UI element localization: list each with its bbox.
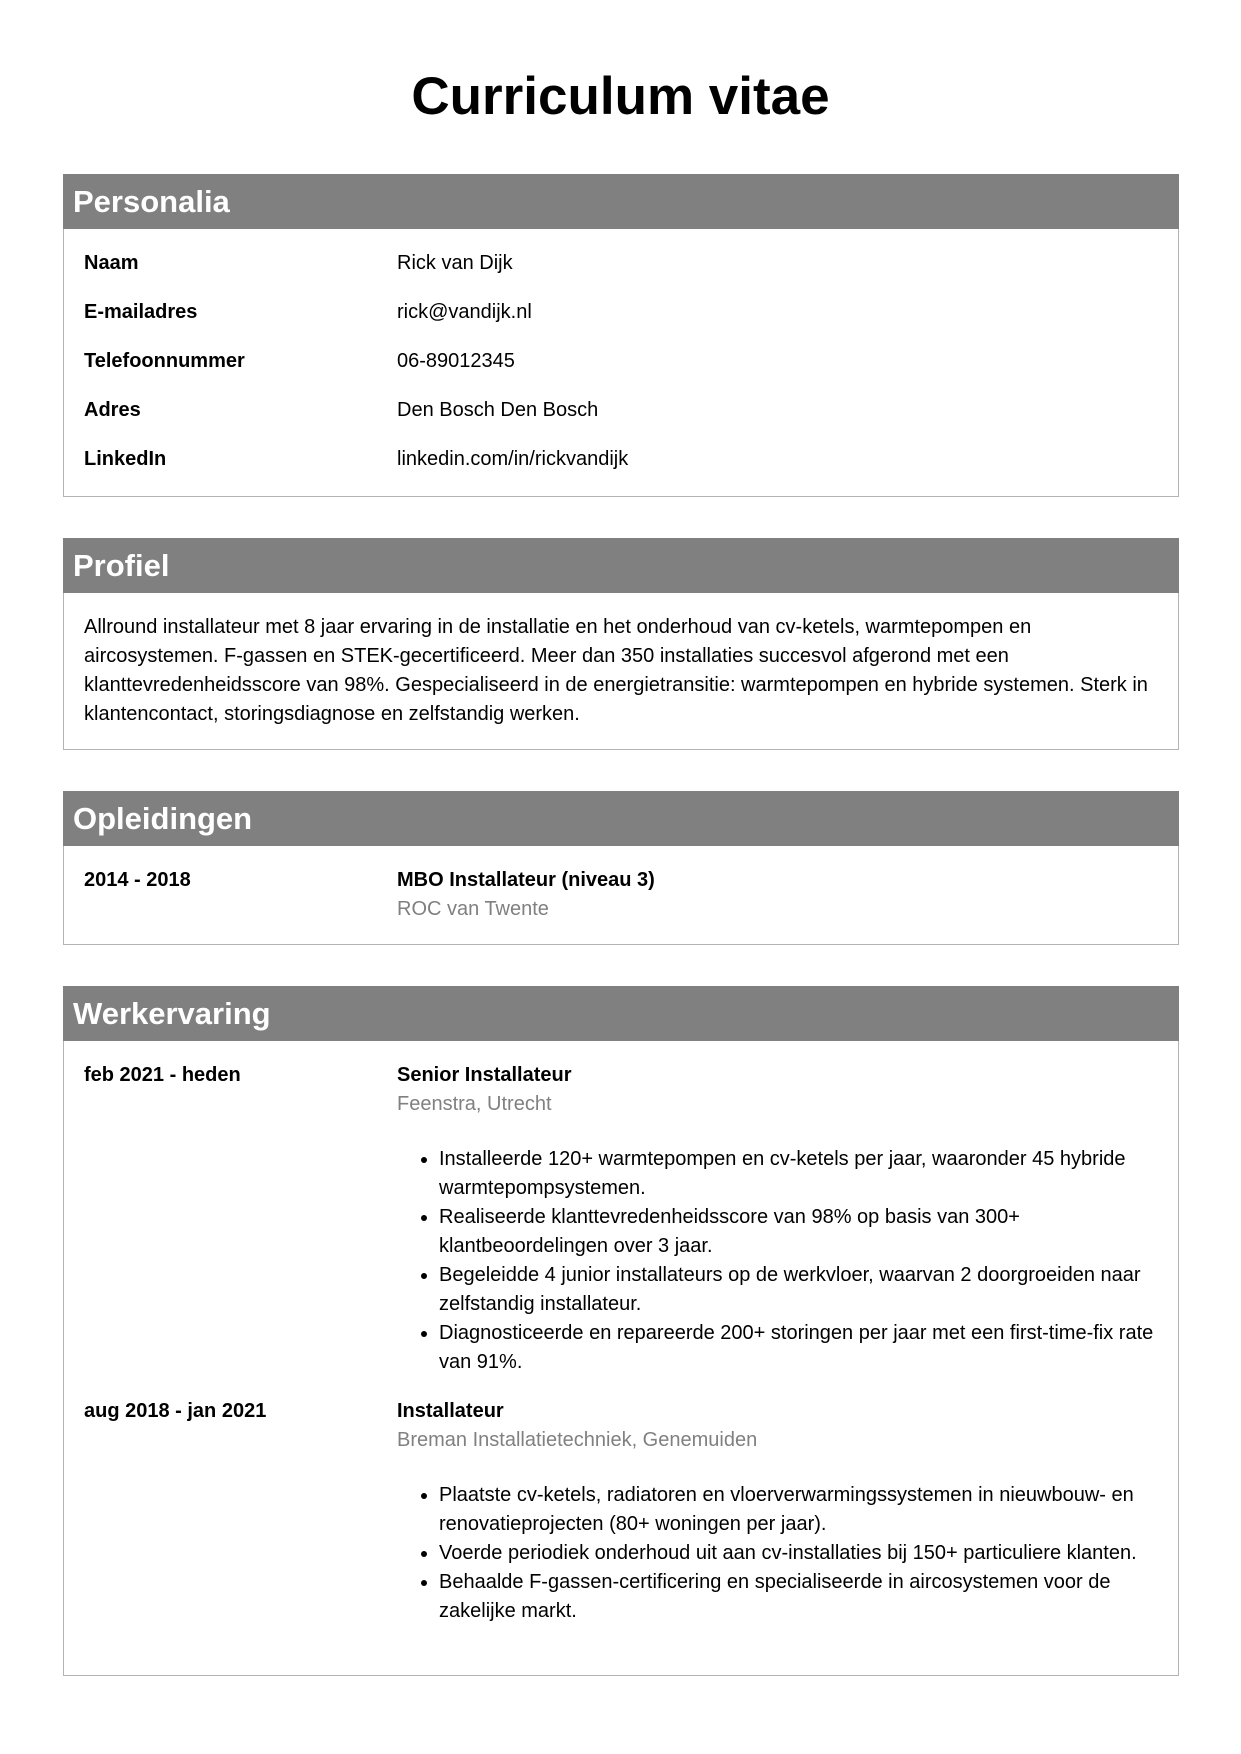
- entry-bullet: • Installeerde 120+ warmtepompen en cv-ketels per jaar, waaronder 45 hybride warmtepompsystemen.: [439, 1145, 1158, 1203]
- personalia-row-email: [64, 298, 1178, 327]
- entry-title: Senior Installateur: [397, 1064, 572, 1086]
- row-label: Adres: [84, 399, 141, 421]
- entry-bullet: • Diagnosticeerde en repareerde 200+ storingen per jaar met een first-time-fix rate van 91%.: [439, 1319, 1158, 1377]
- entry-bullet: • Begeleidde 4 junior installateurs op de werkvloer, waarvan 2 doorgroeiden naar zelfstandig installateur.: [439, 1261, 1158, 1319]
- row-label: LinkedIn: [84, 448, 167, 470]
- row-value: rick@vandijk.nl: [397, 301, 532, 323]
- personalia-row-naam: [64, 249, 1178, 278]
- werkervaring-entry: [64, 1061, 1178, 1377]
- entry-company: Feenstra, Utrecht: [397, 1093, 552, 1115]
- profiel-heading: Profiel: [63, 538, 1179, 593]
- personalia-section: [63, 174, 1179, 497]
- entry-period: feb 2021 - heden: [84, 1064, 241, 1086]
- personalia-row-telefoon: [64, 347, 1178, 376]
- personalia-row-linkedin: [64, 445, 1178, 474]
- entry-title: MBO Installateur (niveau 3): [397, 869, 655, 891]
- page-title: Curriculum vitae: [411, 67, 830, 126]
- entry-bullet-list: [397, 1145, 1158, 1377]
- opleiding-entry: [64, 866, 1178, 924]
- werkervaring-heading: Werkervaring: [63, 986, 1179, 1041]
- row-value: linkedin.com/in/rickvandijk: [397, 448, 629, 470]
- row-value: 06-89012345: [397, 350, 515, 372]
- opleidingen-heading: Opleidingen: [63, 791, 1179, 846]
- profiel-text: Allround installateur met 8 jaar ervaring in de installatie en het onderhoud van cv-ketels, warmtepompen en aircosystemen. F-gassen en STEK-gecertificeerd. Meer dan 350 installaties succesvol afgerond met een klanttevredenheidsscore van 98%. Gespecialiseerd in de energietransitie: warmtepompen en hybride systemen. Sterk in klantencontact, storingsdiagnose en zelfstandig werken.: [84, 616, 1148, 725]
- werkervaring-entry: [64, 1397, 1178, 1626]
- entry-title: Installateur: [397, 1400, 504, 1422]
- personalia-row-adres: [64, 396, 1178, 425]
- entry-bullet: • Plaatste cv-ketels, radiatoren en vloerverwarmingssystemen in nieuwbouw- en renovatieprojecten (80+ woningen per jaar).: [439, 1481, 1158, 1539]
- entry-bullet: • Behaalde F-gassen-certificering en specialiseerde in aircosystemen voor de zakelijke markt.: [439, 1568, 1158, 1626]
- row-value: Den Bosch Den Bosch: [397, 399, 599, 421]
- entry-period: 2014 - 2018: [84, 869, 191, 891]
- personalia-heading: Personalia: [63, 174, 1179, 229]
- row-label: Naam: [84, 252, 139, 274]
- row-label: Telefoonnummer: [84, 350, 245, 372]
- row-value: Rick van Dijk: [397, 252, 513, 274]
- row-label: E-mailadres: [84, 301, 198, 323]
- entry-bullet: • Voerde periodiek onderhoud uit aan cv-installaties bij 150+ particuliere klanten.: [439, 1539, 1158, 1568]
- entry-company: Breman Installatietechniek, Genemuiden: [397, 1429, 758, 1451]
- entry-bullet: • Realiseerde klanttevredenheidsscore van 98% op basis van 300+ klantbeoordelingen over 3 jaar.: [439, 1203, 1158, 1261]
- opleidingen-section: [63, 791, 1179, 945]
- entry-period: aug 2018 - jan 2021: [84, 1400, 267, 1422]
- profiel-section: [63, 538, 1179, 750]
- entry-institution: ROC van Twente: [397, 898, 549, 920]
- entry-bullet-list: [397, 1481, 1158, 1626]
- werkervaring-section: [63, 986, 1179, 1676]
